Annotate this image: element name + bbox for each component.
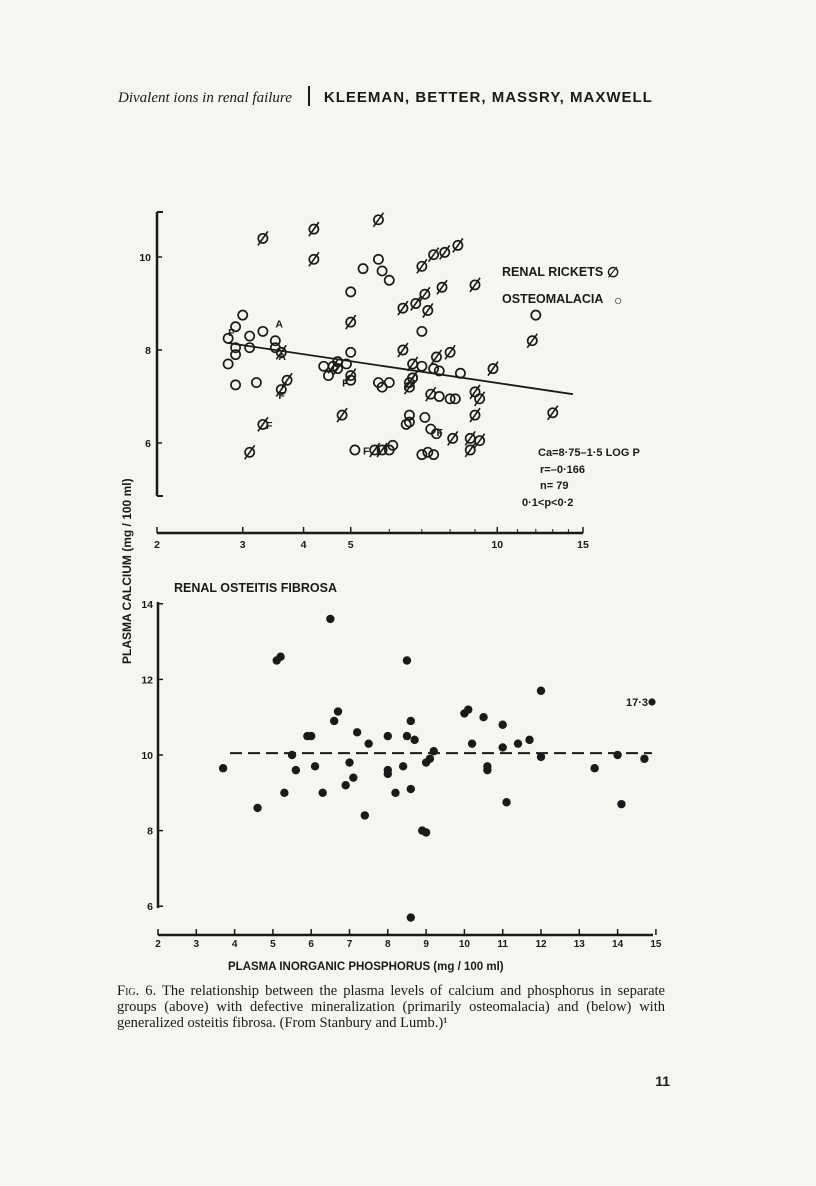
renal-rickets-point xyxy=(431,350,441,364)
osteomalacia-point xyxy=(456,369,465,378)
osteomalacia-point xyxy=(429,450,438,459)
osteitis-fibrosa-point xyxy=(280,789,288,797)
renal-rickets-point xyxy=(346,315,356,329)
lower-x-tick-label: 11 xyxy=(497,939,508,950)
lower-y-tick-label: 10 xyxy=(141,750,153,762)
renal-rickets-point xyxy=(429,248,439,262)
osteomalacia-point xyxy=(350,445,359,454)
osteitis-fibrosa-point xyxy=(341,781,349,789)
lower-x-tick-label: 15 xyxy=(650,939,662,950)
lower-x-tick-label: 5 xyxy=(270,939,276,950)
osteomalacia-point xyxy=(245,343,254,352)
upper-data-points xyxy=(224,213,558,459)
renal-rickets-point xyxy=(398,343,408,357)
renal-rickets-point xyxy=(470,408,480,422)
regression-p: 0·1<p<0·2 xyxy=(522,497,574,509)
upper-chart-axes xyxy=(157,212,583,533)
caption-figure-label: Fig. 6. xyxy=(117,983,157,999)
osteomalacia-point xyxy=(423,448,432,457)
upper-x-tick-label: 5 xyxy=(347,539,354,551)
osteomalacia-point xyxy=(531,311,540,320)
running-head-title: Divalent ions in renal failure xyxy=(118,90,292,106)
lower-x-tick-label: 7 xyxy=(346,939,353,950)
lower-x-tick-label: 14 xyxy=(612,939,624,950)
legend-marker-renal-rickets: ∅ xyxy=(607,264,620,280)
osteomalacia-point xyxy=(224,359,233,368)
osteitis-fibrosa-point xyxy=(307,732,315,740)
osteitis-fibrosa-point xyxy=(407,785,415,793)
renal-rickets-point xyxy=(453,238,463,252)
osteitis-fibrosa-point xyxy=(590,764,598,772)
osteitis-fibrosa-point xyxy=(403,732,411,740)
lower-y-tick-label: 6 xyxy=(147,901,153,914)
point-annotation: A xyxy=(275,318,283,331)
osteitis-fibrosa-point xyxy=(613,751,621,759)
osteomalacia-point xyxy=(420,413,429,422)
lower-data-points xyxy=(219,615,649,922)
point-annotation: F xyxy=(436,427,443,440)
renal-rickets-point xyxy=(475,392,485,406)
osteomalacia-point xyxy=(346,287,355,296)
osteomalacia-point xyxy=(435,392,444,401)
renal-rickets-point xyxy=(337,408,347,422)
osteitis-fibrosa-point xyxy=(384,770,392,778)
osteitis-fibrosa-point xyxy=(483,766,491,774)
renal-rickets-point xyxy=(309,252,319,266)
point-annotation: F xyxy=(342,377,349,390)
lower-x-tick-label: 10 xyxy=(458,939,470,950)
lower-x-tick-label: 3 xyxy=(193,939,200,950)
lower-y-tick-label: 8 xyxy=(147,825,153,838)
page-number: 11 xyxy=(655,1073,670,1089)
osteitis-fibrosa-point xyxy=(326,615,334,623)
running-head-authors: KLEEMAN, BETTER, MASSRY, MAXWELL xyxy=(323,89,653,106)
renal-rickets-point xyxy=(548,406,558,420)
osteomalacia-point xyxy=(238,311,247,320)
renal-rickets-point xyxy=(465,443,475,457)
osteitis-fibrosa-point xyxy=(537,753,545,761)
osteitis-fibrosa-point xyxy=(391,789,399,797)
osteitis-fibrosa-point xyxy=(514,739,522,747)
lower-x-tick-label: 2 xyxy=(155,939,161,950)
osteitis-fibrosa-point xyxy=(640,755,648,763)
renal-rickets-point xyxy=(437,280,447,294)
osteitis-fibrosa-point xyxy=(311,762,319,770)
osteitis-fibrosa-point xyxy=(407,717,415,725)
osteomalacia-point xyxy=(319,362,328,371)
osteitis-fibrosa-point xyxy=(288,751,296,759)
renal-rickets-point xyxy=(445,345,455,359)
upper-letter-annotations xyxy=(228,319,443,458)
renal-rickets-point xyxy=(245,445,255,459)
osteitis-fibrosa-point xyxy=(499,721,507,729)
osteitis-fibrosa-point xyxy=(384,732,392,740)
renal-rickets-point xyxy=(373,213,383,227)
renal-rickets-point xyxy=(465,431,475,445)
renal-rickets-point xyxy=(440,245,450,259)
renal-rickets-point xyxy=(475,434,485,448)
upper-y-tick-label: 8 xyxy=(145,345,151,357)
osteomalacia-point xyxy=(252,378,261,387)
lower-x-tick-label: 9 xyxy=(423,939,429,950)
osteitis-fibrosa-point xyxy=(430,747,438,755)
legend-marker-osteomalacia: ○ xyxy=(614,292,623,308)
lower-x-tick-label: 12 xyxy=(535,939,547,950)
osteitis-fibrosa-point xyxy=(219,764,227,772)
outlier-value-label: 17·3 xyxy=(626,697,649,709)
osteitis-fibrosa-point xyxy=(318,789,326,797)
osteitis-fibrosa-point xyxy=(345,758,353,766)
upper-x-tick-label: 15 xyxy=(577,539,589,551)
upper-y-tick-label: 6 xyxy=(145,438,151,450)
osteitis-fibrosa-point xyxy=(361,811,369,819)
osteitis-fibrosa-point xyxy=(410,736,418,744)
regression-stats xyxy=(522,447,640,509)
regression-r: r=–0·166 xyxy=(540,464,585,476)
osteitis-fibrosa-point xyxy=(422,828,430,836)
osteitis-fibrosa-point xyxy=(499,743,507,751)
regression-n: n= 79 xyxy=(540,480,569,492)
renal-rickets-point xyxy=(420,287,430,301)
x-axis-label: PLASMA INORGANIC PHOSPHORUS (mg / 100 ml) xyxy=(228,961,504,973)
renal-rickets-point xyxy=(408,357,418,371)
renal-rickets-point xyxy=(423,303,433,317)
osteitis-fibrosa-point xyxy=(407,913,415,921)
osteitis-fibrosa-point xyxy=(349,773,357,781)
osteomalacia-point xyxy=(417,362,426,371)
point-annotation: A xyxy=(278,351,286,364)
osteitis-fibrosa-point xyxy=(426,755,434,763)
renal-rickets-point xyxy=(527,334,537,348)
upper-x-tick-label: 2 xyxy=(154,539,160,551)
upper-x-tick-label: 10 xyxy=(491,539,504,551)
osteitis-fibrosa-point xyxy=(479,713,487,721)
lower-x-tick-label: 6 xyxy=(308,939,314,950)
osteomalacia-point xyxy=(429,364,438,373)
osteitis-fibrosa-point xyxy=(276,653,284,661)
osteomalacia-point xyxy=(385,276,394,285)
osteomalacia-point xyxy=(245,331,254,340)
osteitis-fibrosa-point xyxy=(525,736,533,744)
upper-x-tick-label: 3 xyxy=(239,539,246,551)
renal-rickets-point xyxy=(258,231,268,245)
osteitis-fibrosa-point xyxy=(468,739,476,747)
regression-equation: Ca=8·75–1·5 LOG P xyxy=(538,447,640,459)
renal-rickets-point xyxy=(398,301,408,315)
osteomalacia-point xyxy=(374,255,383,264)
upper-y-tick-label: 10 xyxy=(139,252,151,264)
osteitis-fibrosa-point xyxy=(353,728,361,736)
figure-caption xyxy=(117,983,665,1031)
osteomalacia-point xyxy=(358,264,367,273)
osteitis-fibrosa-point xyxy=(334,707,342,715)
osteitis-fibrosa-point xyxy=(617,800,625,808)
osteomalacia-point xyxy=(417,450,426,459)
renal-rickets-point xyxy=(426,387,436,401)
lower-chart-title: RENAL OSTEITIS FIBROSA xyxy=(174,581,337,595)
renal-rickets-point xyxy=(309,222,319,236)
upper-x-tick-label: 4 xyxy=(300,539,307,551)
renal-rickets-point xyxy=(488,362,498,376)
osteitis-fibrosa-point xyxy=(464,705,472,713)
renal-rickets-point xyxy=(411,297,421,311)
legend-label-renal-rickets: RENAL RICKETS xyxy=(502,265,604,279)
renal-rickets-point xyxy=(417,259,427,273)
y-axis-label: PLASMA CALCIUM (mg / 100 ml) xyxy=(120,478,134,664)
osteitis-fibrosa-point xyxy=(399,762,407,770)
lower-x-tick-label: 13 xyxy=(573,939,585,950)
osteomalacia-point xyxy=(258,327,267,336)
renal-rickets-point xyxy=(470,278,480,292)
osteitis-fibrosa-point xyxy=(502,798,510,806)
lower-x-tick-label: 8 xyxy=(385,939,391,950)
osteitis-fibrosa-point xyxy=(292,766,300,774)
osteomalacia-point xyxy=(417,327,426,336)
point-annotation: F xyxy=(278,389,285,402)
lower-y-tick-label: 14 xyxy=(141,598,153,611)
osteitis-fibrosa-point xyxy=(364,739,372,747)
osteitis-fibrosa-point xyxy=(253,804,261,812)
outlier-marker xyxy=(648,698,655,705)
lower-y-tick-label: 12 xyxy=(141,674,153,687)
osteomalacia-point xyxy=(231,380,240,389)
osteitis-fibrosa-point xyxy=(537,687,545,695)
point-annotation: F xyxy=(266,420,273,433)
legend-label-osteomalacia: OSTEOMALACIA xyxy=(502,292,604,306)
legend xyxy=(502,264,622,308)
osteomalacia-point xyxy=(378,266,387,275)
point-annotation: F xyxy=(228,327,235,340)
point-annotation: F xyxy=(363,445,370,458)
renal-rickets-point xyxy=(448,431,458,445)
lower-x-tick-label: 4 xyxy=(231,939,238,950)
caption-text: The relationship between the plasma levels of calcium and phosphorus in separate groups (above) with defective mineralization (primarily osteomalacia) and (below) with generalized osteitis fibrosa. (From Stanbury and Lumb.)¹ xyxy=(117,983,665,1031)
osteitis-fibrosa-point xyxy=(403,656,411,664)
osteitis-fibrosa-point xyxy=(330,717,338,725)
osteomalacia-point xyxy=(346,348,355,357)
lower-axis-ticks xyxy=(141,599,662,950)
